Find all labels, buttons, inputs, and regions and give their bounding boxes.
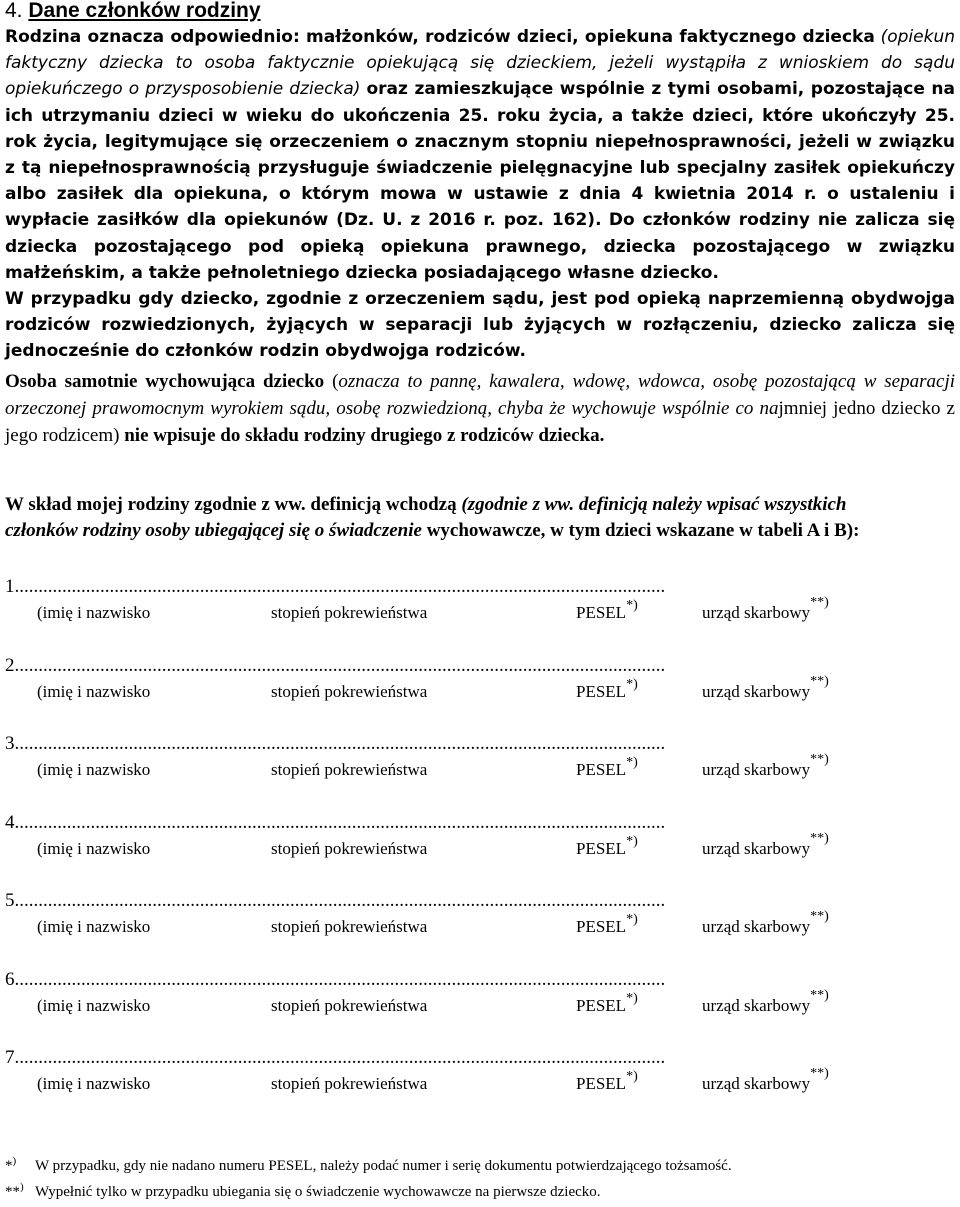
- footnote-text: W przypadku, gdy nie nadano numeru PESEL, należy podać numer i serię dokumentu potwierdzającego tożsamość.: [35, 1158, 732, 1174]
- label-tax-office-text: urząd skarbowy: [702, 917, 811, 936]
- label-pesel: [576, 677, 638, 709]
- label-tax-mark: **): [810, 595, 829, 610]
- entry-fill-line[interactable]: 1.........................................................................................................................................: [5, 576, 666, 597]
- label-tax-office: [702, 830, 829, 866]
- label-tax-mark: **): [810, 830, 829, 846]
- label-name: (imię i nazwisko: [37, 838, 151, 858]
- single-parent-definition: oznacza to pannę, kawalera, wdowę, wdowca, osobę pozostającą w separacji orzeczonej prawomocnym wyrokiem sądu, osobę rozwiedzioną, chyba że wychowuje wspólnie co na: [5, 371, 955, 419]
- footnote-mark-star: **: [5, 1184, 20, 1200]
- label-pesel-text: PESEL: [576, 681, 627, 701]
- label-tax-mark: **): [810, 909, 829, 924]
- label-tax-office: [702, 673, 829, 709]
- family-member-entry: [5, 1046, 875, 1102]
- label-relation: stopień pokrewieństwa: [271, 681, 428, 701]
- entry-fill-line[interactable]: 3.........................................................................................................................................: [5, 733, 666, 754]
- entry-fill-line[interactable]: 4.........................................................................................................................................: [5, 811, 666, 833]
- label-relation: stopień pokrewieństwa: [271, 603, 428, 622]
- footnote-mark: [5, 1153, 16, 1180]
- label-tax-office-text: urząd skarbowy: [702, 760, 811, 779]
- members-intro: [5, 492, 875, 544]
- members-intro-tail: wychowawcze, w tym dzieci wskazane w tabeli A i B):: [421, 520, 860, 541]
- label-name: (imię i nazwisko: [37, 1074, 151, 1093]
- label-pesel-text: PESEL: [576, 1074, 627, 1093]
- members-intro-lead: W skład mojej rodziny zgodnie z ww. definicją wchodzą: [5, 494, 462, 515]
- label-name: (imię i nazwisko: [37, 603, 151, 622]
- label-pesel: [576, 755, 638, 787]
- label-pesel-text: PESEL: [576, 603, 627, 622]
- footnotes: [5, 1153, 955, 1205]
- label-pesel-mark: *): [626, 1069, 638, 1084]
- label-pesel-text: PESEL: [576, 917, 627, 936]
- label-pesel-mark: *): [626, 833, 638, 849]
- single-parent-definition-tail: jmniej jedno dziecko z jego rodzicem): [5, 398, 955, 446]
- label-tax-mark: **): [810, 987, 829, 1003]
- label-pesel: [576, 991, 638, 1023]
- entry-fill-line[interactable]: 7.........................................................................................................................................: [5, 1047, 666, 1068]
- section-title: Dane członków rodziny: [28, 0, 261, 22]
- entry-labels: [5, 830, 875, 864]
- label-relation: stopień pokrewieństwa: [271, 917, 428, 936]
- label-relation: stopień pokrewieństwa: [271, 995, 428, 1015]
- label-name: (imię i nazwisko: [37, 760, 151, 779]
- label-pesel-mark: *): [626, 676, 638, 692]
- single-parent-paragraph: [5, 368, 955, 449]
- entry-fill-line[interactable]: 2.........................................................................................................................................: [5, 654, 666, 676]
- label-pesel-mark: *): [626, 598, 638, 613]
- definition-paragraph: [5, 24, 955, 286]
- family-member-entry: [5, 575, 875, 631]
- entry-labels: [5, 987, 875, 1021]
- label-tax-office: [702, 1066, 829, 1101]
- entry-fill-line[interactable]: 6.........................................................................................................................................: [5, 968, 666, 990]
- label-relation: stopień pokrewieństwa: [271, 1074, 428, 1093]
- label-pesel: [576, 598, 638, 630]
- label-pesel: [576, 912, 638, 944]
- label-tax-office-text: urząd skarbowy: [702, 603, 811, 622]
- label-tax-mark: **): [810, 673, 829, 689]
- definition-guardian-note: (opiekun faktyczny dziecka to osoba faktycznie opiekującą się dzieckiem, jeżeli wystąpiła z wnioskiem do sądu opiekuńczego o przysposobienie dziecka): [5, 27, 956, 100]
- label-tax-mark: **): [810, 752, 829, 767]
- label-relation: stopień pokrewieństwa: [271, 760, 428, 779]
- single-parent-rule: nie wpisuje do składu rodziny drugiego z rodziców dziecka.: [124, 425, 605, 446]
- family-member-entry: [5, 654, 875, 710]
- label-pesel: [576, 834, 638, 866]
- entry-labels: [5, 752, 875, 785]
- section-number: 4.: [5, 0, 23, 22]
- label-tax-office-text: urząd skarbowy: [702, 681, 811, 701]
- label-name: (imię i nazwisko: [37, 917, 151, 936]
- label-tax-office-text: urząd skarbowy: [702, 1074, 811, 1093]
- label-pesel-text: PESEL: [576, 838, 627, 858]
- label-tax-office: [702, 595, 829, 630]
- definition-exclusions: Do członków rodziny nie zalicza się dziecka pozostającego pod opieką opiekuna prawnego, dziecka pozostającego w związku małżeńskim, a także pełnoletniego dziecka posiadającego własne dziecko.: [5, 210, 955, 283]
- family-member-entry: [5, 968, 875, 1024]
- label-tax-office: [702, 752, 829, 787]
- label-tax-office-text: urząd skarbowy: [702, 838, 811, 858]
- label-tax-mark: **): [810, 1066, 829, 1081]
- family-definition: [5, 24, 955, 364]
- label-pesel-mark: *): [626, 912, 638, 927]
- definition-children: oraz zamieszkujące wspólnie z tymi osobami, pozostające na ich utrzymaniu dzieci w wieku do ukończenia 25. roku życia, a także dzieci, które ukończyły 25. rok życia, legitymujące się orzeczeniem o znacznym stopniu niepełnosprawności, jeżeli w związku z tą niepełnosprawnością przysługuje świadczenie pielęgnacyjne lub specjalny zasiłek opiekuńczy albo zasiłek dla opiekuna, o którym mowa w ustawie z dnia 4 kwietnia 2014 r. o ustaleniu i wypłacie zasiłków dla opiekunów (Dz. U. z 2016 r. poz. 162).: [5, 79, 955, 231]
- label-name: (imię i nazwisko: [37, 995, 151, 1015]
- label-name: (imię i nazwisko: [37, 681, 151, 701]
- footnote-mark-paren: ): [20, 1181, 24, 1193]
- family-member-entry: [5, 811, 875, 867]
- definition-lead: Rodzina oznacza odpowiednio: małżonków, rodziców dzieci, opiekuna faktycznego dziecka: [5, 27, 875, 47]
- label-tax-office: [702, 909, 829, 944]
- label-relation: stopień pokrewieństwa: [271, 838, 428, 858]
- entry-labels: [5, 909, 875, 942]
- label-pesel: [576, 1069, 638, 1101]
- members-intro-note: (zgodnie z ww. definicją należy wpisać wszystkich członków rodziny osoby ubiegającej się o świadczenie: [5, 494, 847, 541]
- label-tax-office-text: urząd skarbowy: [702, 995, 811, 1015]
- paren-open: (: [324, 371, 339, 392]
- family-member-entry: [5, 732, 875, 788]
- label-pesel-text: PESEL: [576, 995, 627, 1015]
- footnote-mark-paren: ): [12, 1155, 17, 1167]
- footnote-text: Wypełnić tylko w przypadku ubiegania się o świadczenie wychowawcze na pierwsze dziecko.: [35, 1184, 601, 1200]
- label-pesel-text: PESEL: [576, 760, 627, 779]
- label-tax-office: [702, 987, 829, 1023]
- entry-labels: [5, 673, 875, 707]
- entry-labels: [5, 595, 875, 628]
- alternating-custody-paragraph: W przypadku gdy dziecko, zgodnie z orzeczeniem sądu, jest pod opieką naprzemienną obydwojga rodziców rozwiedzionych, żyjących w separacji lub żyjących w rozłączeniu, dziecko zalicza się jednocześnie do członków rodzin obydwojga rodziców.: [5, 289, 955, 362]
- footnote-mark-star: *: [5, 1158, 13, 1174]
- entry-labels: [5, 1066, 875, 1099]
- footnote-mark: [5, 1179, 24, 1206]
- label-pesel-mark: *): [626, 990, 638, 1006]
- footnote-pesel: [5, 1153, 955, 1179]
- family-member-entry: [5, 889, 875, 945]
- single-parent-term: Osoba samotnie wychowująca dziecko: [5, 371, 325, 392]
- section-heading: [5, 0, 261, 25]
- footnote-tax-office: [5, 1179, 955, 1205]
- entry-fill-line[interactable]: 5.........................................................................................................................................: [5, 890, 666, 911]
- label-pesel-mark: *): [626, 755, 638, 770]
